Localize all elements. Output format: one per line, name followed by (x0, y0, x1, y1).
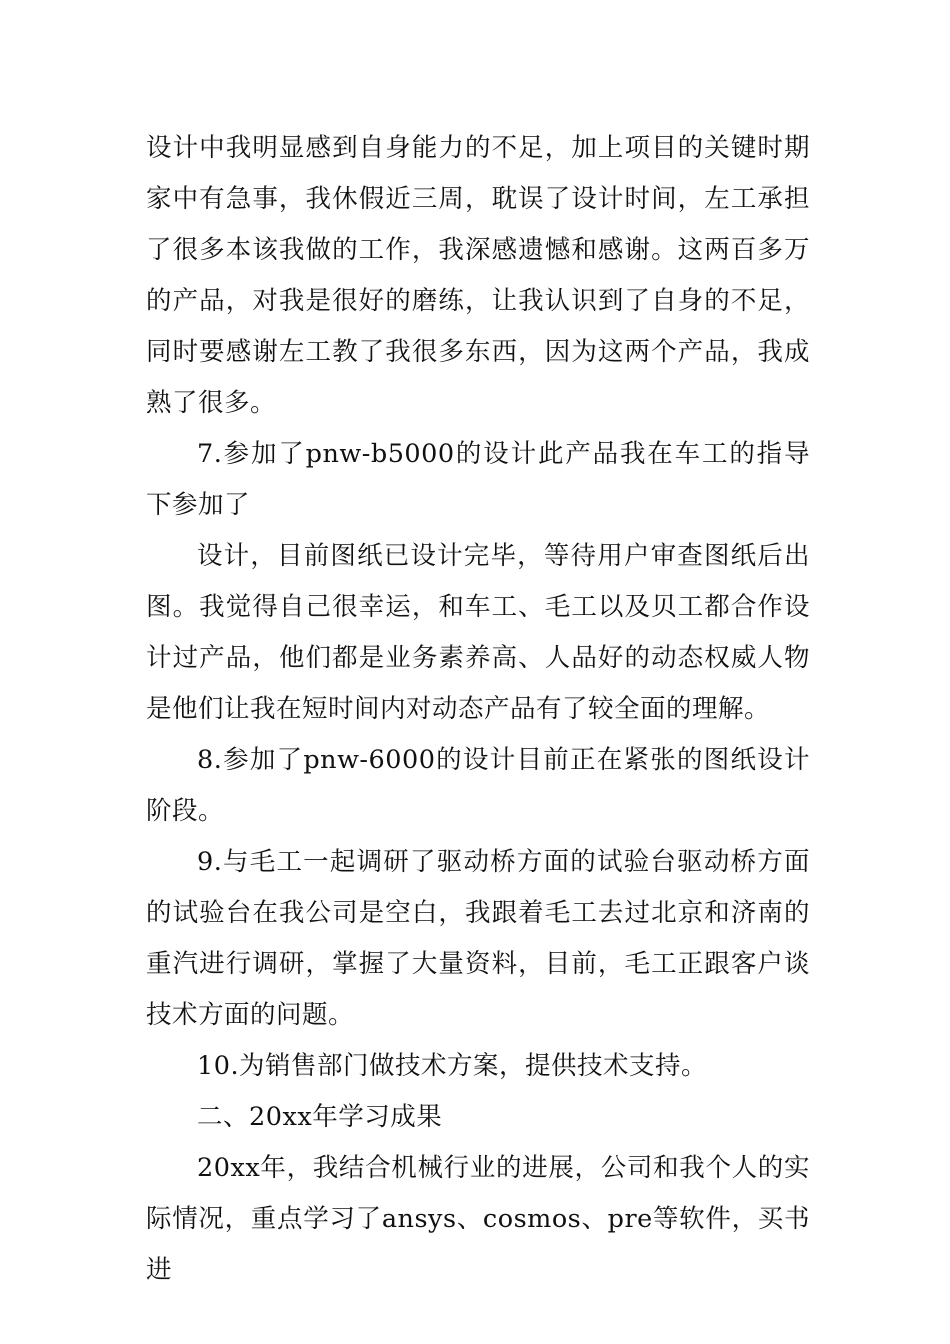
paragraph-item-7: 7.参加了pnw-b5000的设计此产品我在车工的指导下参加了 (146, 439, 810, 520)
paragraph-item-7-continued: 设计，目前图纸已设计完毕，等待用户审查图纸后出图。我觉得自己很幸运，和车工、毛工以及贝工都合作设计过产品，他们都是业务素养高、人品好的动态权威人物是他们让我在短时间内对动态产品有了较全面的理解。 (146, 541, 810, 724)
paragraph-item-10: 10.为销售部门做技术方案，提供技术支持。 (197, 1051, 708, 1081)
paragraph-learning-results: 20xx年，我结合机械行业的进展，公司和我个人的实际情况，重点学习了ansys、cosmos、pre等软件，买书进 (146, 1153, 810, 1285)
paragraph-item-8: 8.参加了pnw-6000的设计目前正在紧张的图纸设计阶段。 (146, 745, 810, 826)
section-heading-learning: 二、20xx年学习成果 (197, 1102, 443, 1132)
document-body (146, 123, 810, 1296)
paragraph-item-9: 9.与毛工一起调研了驱动桥方面的试验台驱动桥方面的试验台在我公司是空白，我跟着毛工去过北京和济南的重汽进行调研，掌握了大量资料，目前，毛工正跟客户谈技术方面的问题。 (146, 847, 810, 1030)
paragraph-design-experience: 设计中我明显感到自身能力的不足，加上项目的关键时期家中有急事，我休假近三周，耽误了设计时间，左工承担了很多本该我做的工作，我深感遗憾和感谢。这两百多万的产品，对我是很好的磨练，让我认识到了自身的不足，同时要感谢左工教了我很多东西，因为这两个产品，我成熟了很多。 (146, 133, 810, 418)
